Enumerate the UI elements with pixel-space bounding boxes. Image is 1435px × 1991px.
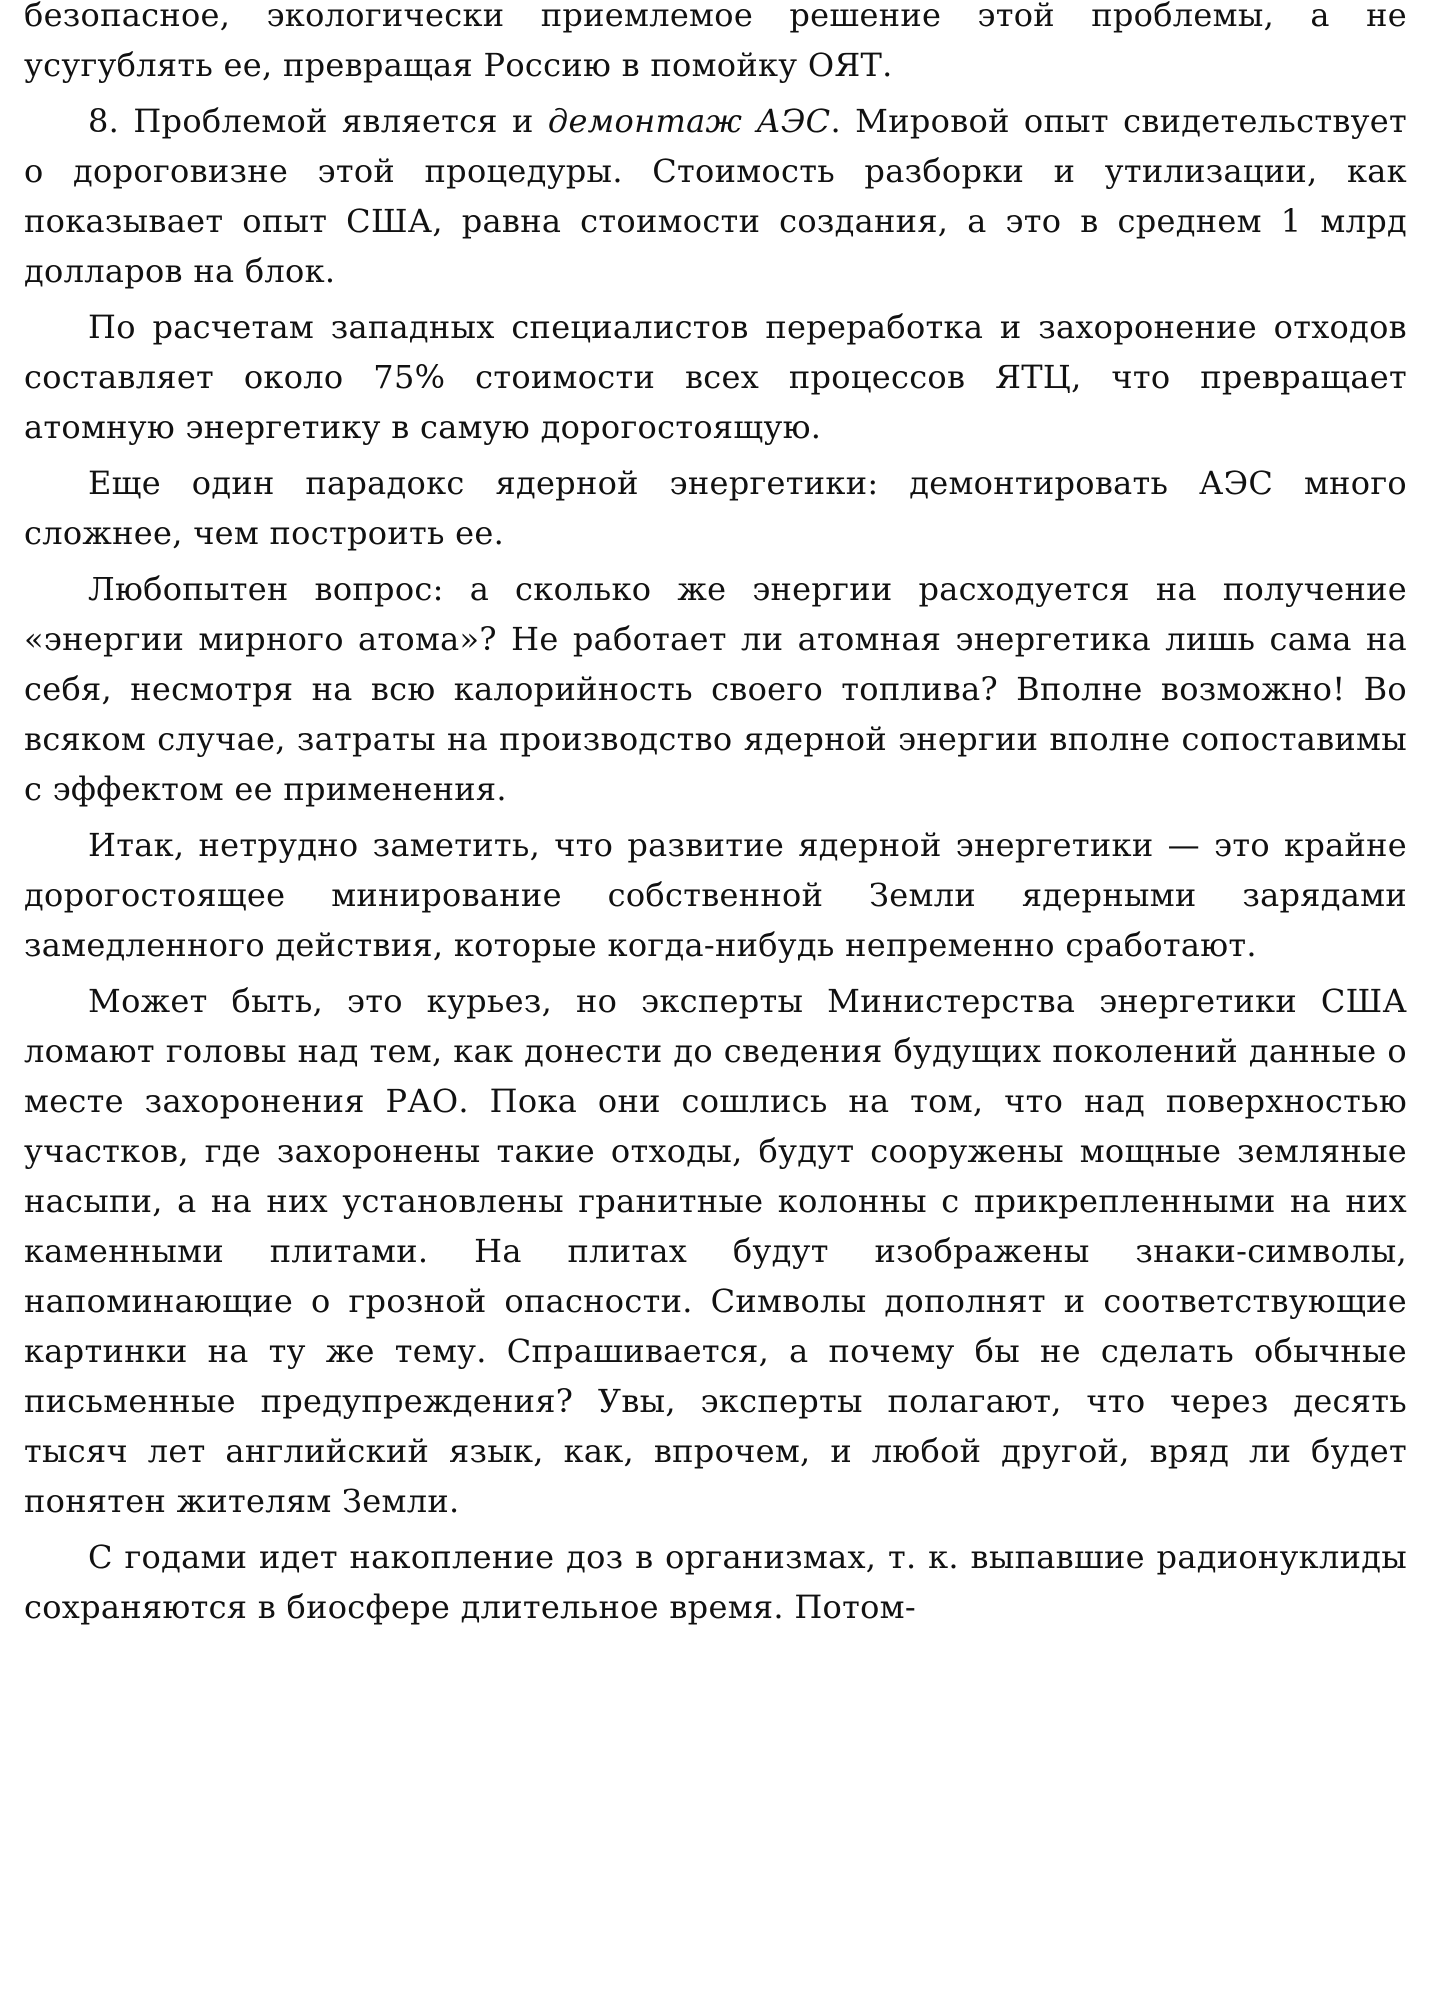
paragraph-7 <box>24 976 1407 1526</box>
paragraph-3-text: По расчетам западных специалистов переработка и захоронение отходов составляет около 75% стоимости всех процессов ЯТЦ, что превращает атомную энергетику в самую дорогостоящую. <box>24 308 1407 446</box>
paragraph-4-text: Еще один парадокс ядерной энергетики: демонтировать АЭС много сложнее, чем построить ее. <box>24 464 1407 552</box>
paragraph-6-text: Итак, нетрудно заметить, что развитие ядерной энергетики — это крайне дорогостоящее минирование собственной Земли ядерными зарядами замедленного действия, которые когда-нибудь непременно сработают. <box>24 826 1407 964</box>
paragraph-5-text: Любопытен вопрос: а сколько же энергии расходуется на получение «энергии мирного атома»? Не работает ли атомная энергетика лишь сама на себя, несмотря на всю калорийность своего топлива? Вполне возможно! Во всяком случае, затраты на производство ядерной энергии вполне сопоставимы с эффектом ее применения. <box>24 570 1407 808</box>
document-page <box>24 0 1407 1991</box>
paragraph-3 <box>24 302 1407 452</box>
paragraph-8-text: С годами идет накопление доз в организмах, т. к. выпавшие радионуклиды сохраняются в биосфере длительное время. Потом- <box>24 1538 1407 1626</box>
paragraph-6 <box>24 820 1407 970</box>
paragraph-5 <box>24 564 1407 814</box>
paragraph-8 <box>24 1532 1407 1632</box>
paragraph-4 <box>24 458 1407 558</box>
paragraph-1-text: безопасное, экологически приемлемое решение этой проблемы, а не усугублять ее, превращая Россию в помойку ОЯТ. <box>24 0 1407 84</box>
paragraph-2 <box>24 96 1407 296</box>
paragraph-7-text: Может быть, это курьез, но эксперты Министерства энергетики США ломают головы над тем, как донести до сведения будущих поколений данные о месте захоронения РАО. Пока они сошлись на том, что над поверхностью участков, где захоронены такие отходы, будут сооружены мощные земляные насыпи, а на них установлены гранитные колонны с прикрепленными на них каменными плитами. На плитах будут изображены знаки-символы, напоминающие о грозной опасности. Символы дополнят и соответствующие картинки на ту же тему. Спрашивается, а почему бы не сделать обычные письменные предупреждения? Увы, эксперты полагают, что через десять тысяч лет английский язык, как, впрочем, и любой другой, вряд ли будет понятен жителям Земли. <box>24 982 1407 1520</box>
paragraph-2-text-end: . Мировой опыт свидетельствует о дороговизне этой процедуры. Стоимость разборки и утилизации, как показывает опыт США, равна стоимости создания, а это в среднем 1 млрд долларов на блок. <box>24 102 1407 290</box>
paragraph-2-text-start: 8. Проблемой является и <box>88 102 548 140</box>
paragraph-2-italic-term: демонтаж АЭС <box>547 102 831 140</box>
paragraph-1 <box>24 0 1407 90</box>
